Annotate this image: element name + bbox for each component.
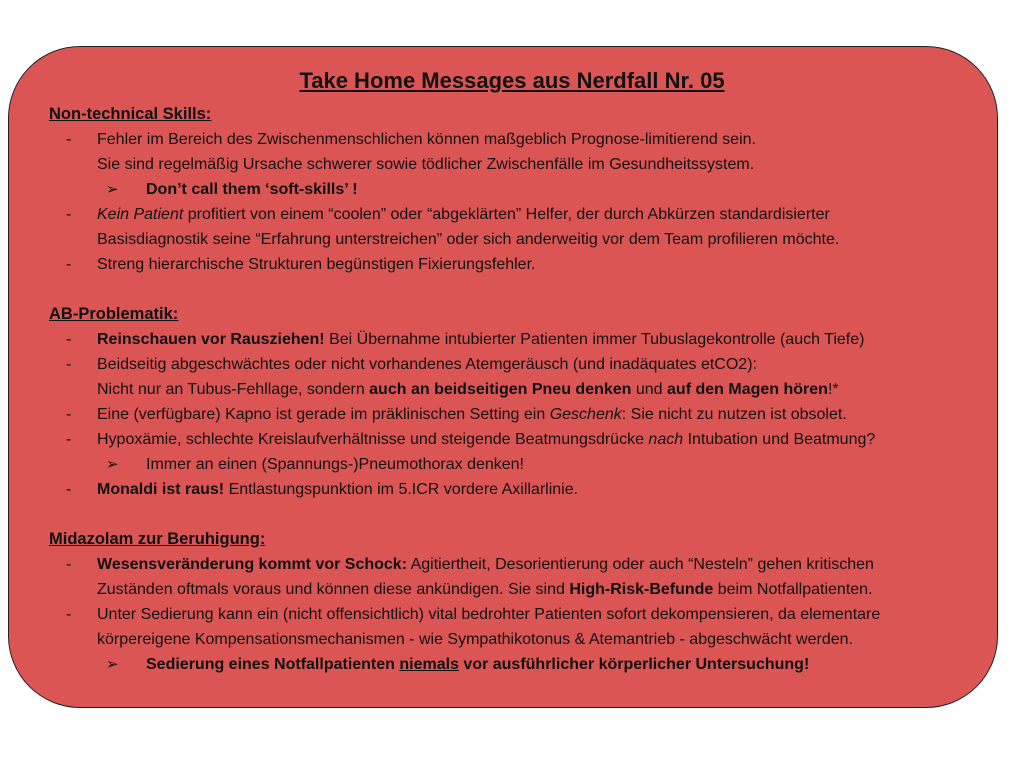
dash-bullet-icon: -: [66, 606, 72, 623]
text-run: !*: [827, 381, 839, 398]
line-text: [97, 577, 873, 602]
line-text: [97, 327, 864, 352]
list-item-line: [0, 577, 1024, 602]
text-run: Midazolam zur Beruhigung:: [49, 530, 266, 548]
text-run: auf den Magen hören: [667, 381, 828, 398]
line-text: [97, 202, 830, 227]
line-text: [97, 552, 874, 577]
text-run: Unter Sedierung kann ein (nicht offensichtlich) vital bedrohter Patienten sofort dekompensieren, da elementare: [97, 606, 881, 623]
text-run: Eine (verfügbare) Kapno ist gerade im präklinischen Setting ein: [97, 406, 550, 423]
text-run: Agitiertheit, Desorientierung oder auch “Nesteln” gehen kritischen: [407, 556, 874, 573]
list-item-line: [0, 652, 1024, 677]
spacer: [0, 502, 1024, 527]
line-text: [97, 377, 839, 402]
text-run: Basisdiagnostik seine “Erfahrung unterstreichen” oder sich anderweitig vor dem Team profilieren möchte.: [97, 231, 840, 248]
text-run: auch an beidseitigen Pneu denken: [369, 381, 632, 398]
list-item-line: [0, 152, 1024, 177]
text-run: Beidseitig abgeschwächtes oder nicht vorhandenes Atemgeräusch (und inadäquates etCO2):: [97, 356, 757, 373]
dash-bullet-icon: -: [66, 331, 72, 348]
text-run: AB-Problematik:: [49, 305, 179, 323]
text-run: : Sie nicht zu nutzen ist obsolet.: [621, 406, 847, 423]
arrow-bullet-icon: ➢: [106, 181, 119, 198]
text-run: vor ausführlicher körperlicher Untersuchung!: [458, 656, 810, 673]
dash-bullet-icon: -: [66, 431, 72, 448]
text-run: körpereigene Kompensationsmechanismen - wie Sympathikotonus & Atemantrieb - abgeschwächt werden.: [97, 631, 853, 648]
list-item-line: [0, 252, 1024, 277]
line-text: [146, 652, 809, 677]
text-run: Bei Übernahme intubierter Patienten immer Tubuslagekontrolle (auch Tiefe): [324, 331, 865, 348]
line-text: [97, 627, 853, 652]
line-text: [49, 530, 265, 548]
text-run: Sie sind regelmäßig Ursache schwerer sowie tödlicher Zwischenfälle im Gesundheitssystem.: [97, 156, 755, 173]
section-heading: [0, 302, 1024, 327]
list-item-line: [0, 202, 1024, 227]
list-item-line: [0, 627, 1024, 652]
list-item-line: [0, 552, 1024, 577]
arrow-bullet-icon: ➢: [106, 656, 119, 673]
list-item-line: [0, 427, 1024, 452]
dash-bullet-icon: -: [66, 131, 72, 148]
text-run: nach: [648, 431, 684, 448]
text-run: Geschenk: [549, 406, 622, 423]
line-text: [146, 177, 358, 202]
section-heading: [0, 102, 1024, 127]
line-text: [49, 305, 178, 323]
list-item-line: [0, 127, 1024, 152]
dash-bullet-icon: -: [66, 406, 72, 423]
line-text: [97, 252, 535, 277]
text-run: und: [631, 381, 668, 398]
text-run: Reinschauen vor Rausziehen!: [97, 331, 325, 348]
text-run: High-Risk-Befunde: [569, 581, 714, 598]
list-item-line: [0, 327, 1024, 352]
text-run: Wesensveränderung kommt vor Schock:: [97, 556, 408, 573]
text-run: Kein Patient: [97, 206, 184, 223]
line-text: [97, 152, 754, 177]
text-run: Monaldi ist raus!: [97, 481, 225, 498]
dash-bullet-icon: -: [66, 556, 72, 573]
list-item-line: [0, 352, 1024, 377]
text-run: beim Notfallpatienten.: [713, 581, 873, 598]
line-text: [97, 127, 756, 152]
list-item-line: [0, 377, 1024, 402]
text-run: Fehler im Bereich des Zwischenmenschlichen können maßgeblich Prognose-limitierend sein.: [97, 131, 756, 148]
arrow-bullet-icon: ➢: [106, 456, 119, 473]
spacer: [0, 277, 1024, 302]
text-run: Don’t call them ‘soft-skills’ !: [146, 181, 358, 198]
text-run: profitiert von einem “coolen” oder “abgeklärten” Helfer, der durch Abkürzen standardisierter: [183, 206, 830, 223]
line-text: [97, 602, 880, 627]
line-text: [146, 452, 524, 477]
list-item-line: [0, 477, 1024, 502]
line-text: [97, 352, 757, 377]
section-heading: [0, 527, 1024, 552]
list-item-line: [0, 227, 1024, 252]
line-text: [97, 402, 847, 427]
line-text: [97, 227, 839, 252]
text-run: Zuständen oftmals voraus und können diese ankündigen. Sie sind: [97, 581, 570, 598]
text-run: Non-technical Skills:: [49, 105, 212, 123]
text-run: Streng hierarchische Strukturen begünstigen Fixierungsfehler.: [97, 256, 536, 273]
list-item-line: [0, 452, 1024, 477]
slide-content: [0, 102, 1024, 677]
text-run: Sedierung eines Notfallpatienten: [146, 656, 400, 673]
text-run: niemals: [399, 656, 459, 673]
list-item-line: [0, 177, 1024, 202]
line-text: [97, 427, 875, 452]
dash-bullet-icon: -: [66, 481, 72, 498]
text-run: Immer an einen (Spannungs-)Pneumothorax denken!: [146, 456, 524, 473]
dash-bullet-icon: -: [66, 206, 72, 223]
list-item-line: [0, 402, 1024, 427]
text-run: Nicht nur an Tubus-Fehllage, sondern: [97, 381, 370, 398]
list-item-line: [0, 602, 1024, 627]
line-text: [97, 477, 578, 502]
dash-bullet-icon: -: [66, 356, 72, 373]
text-run: Intubation und Beatmung?: [683, 431, 876, 448]
text-run: Entlastungspunktion im 5.ICR vordere Axillarlinie.: [224, 481, 579, 498]
slide-title: Take Home Messages aus Nerdfall Nr. 05: [299, 68, 725, 93]
dash-bullet-icon: -: [66, 256, 72, 273]
line-text: [49, 105, 211, 123]
text-run: Hypoxämie, schlechte Kreislaufverhältnisse und steigende Beatmungsdrücke: [97, 431, 649, 448]
